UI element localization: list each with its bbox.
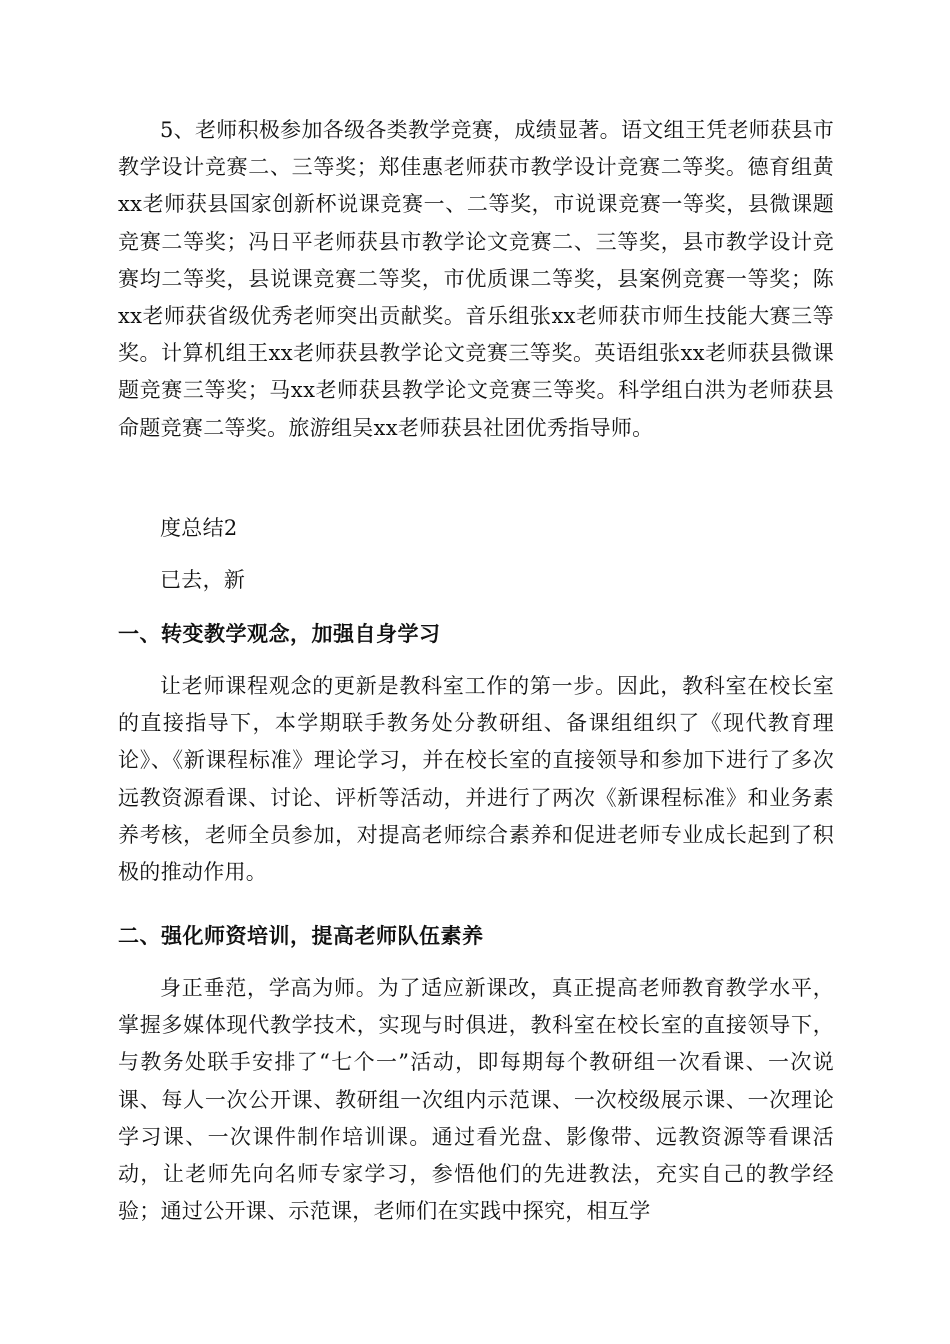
paragraph-teaching-concepts: 让老师课程观念的更新是教科室工作的第一步。因此，教科室在校长室的直接指导下，本学期联手教务处分教研组、备课组组织了《现代教育理论》、《新课程标准》理论学习，并在校长室的直接领导和参加下进行了多次远教资源看课、讨论、评析等活动，并进行了两次《新课程标准》和业务素养考核，老师全员参加，对提高老师综合素养和促进老师专业成长起到了积极的推动作用。 [118, 674, 834, 885]
paragraph-teacher-training: 身正垂范，学高为师。为了适应新课改，真正提高老师教育教学水平，掌握多媒体现代教学技术，实现与时俱进，教科室在校长室的直接领导下，与教务处联手安排了“七个一”活动，即每期每个教研组一次看课、一次说课、每人一次公开课、教研组一次组内示范课、一次校级展示课、一次理论学习课、一次课件制作培训课。通过看光盘、影像带、远教资源等看课活动，让老师先向名师专家学习，参悟他们的先进教法，充实自己的教学经验；通过公开课、示范课，老师们在实践中探究，相互学 [118, 976, 834, 1224]
summary-line: 度总结2 [160, 516, 238, 540]
paragraph-awards: 5、老师积极参加各级各类教学竞赛，成绩显著。语文组王凭老师获县市教学设计竞赛二、三等奖；郑佳惠老师获市教学设计竞赛二等奖。德育组黄xx老师获县国家创新杯说课竞赛一、二等奖，市说课竞赛一等奖，县微课题竞赛二等奖；冯日平老师获县市教学论文竞赛二、三等奖，县市教学设计竞赛均二等奖，县说课竞赛二等奖，市优质课二等奖，县案例竞赛一等奖；陈xx老师获省级优秀老师突出贡献奖。音乐组张xx老师获市师生技能大赛三等奖。计算机组王xx老师获县教学论文竞赛三等奖。英语组张xx老师获县微课题竞赛三等奖；马xx老师获县教学论文竞赛三等奖。科学组白洪为老师获县命题竞赛二等奖。旅游组吴xx老师获县社团优秀指导师。 [118, 118, 834, 440]
section-heading-2: 二、强化师资培训，提高老师队伍素养 [118, 924, 484, 948]
section-heading-1: 一、转变教学观念，加强自身学习 [118, 622, 441, 646]
past-line: 已去，新 [160, 568, 246, 592]
